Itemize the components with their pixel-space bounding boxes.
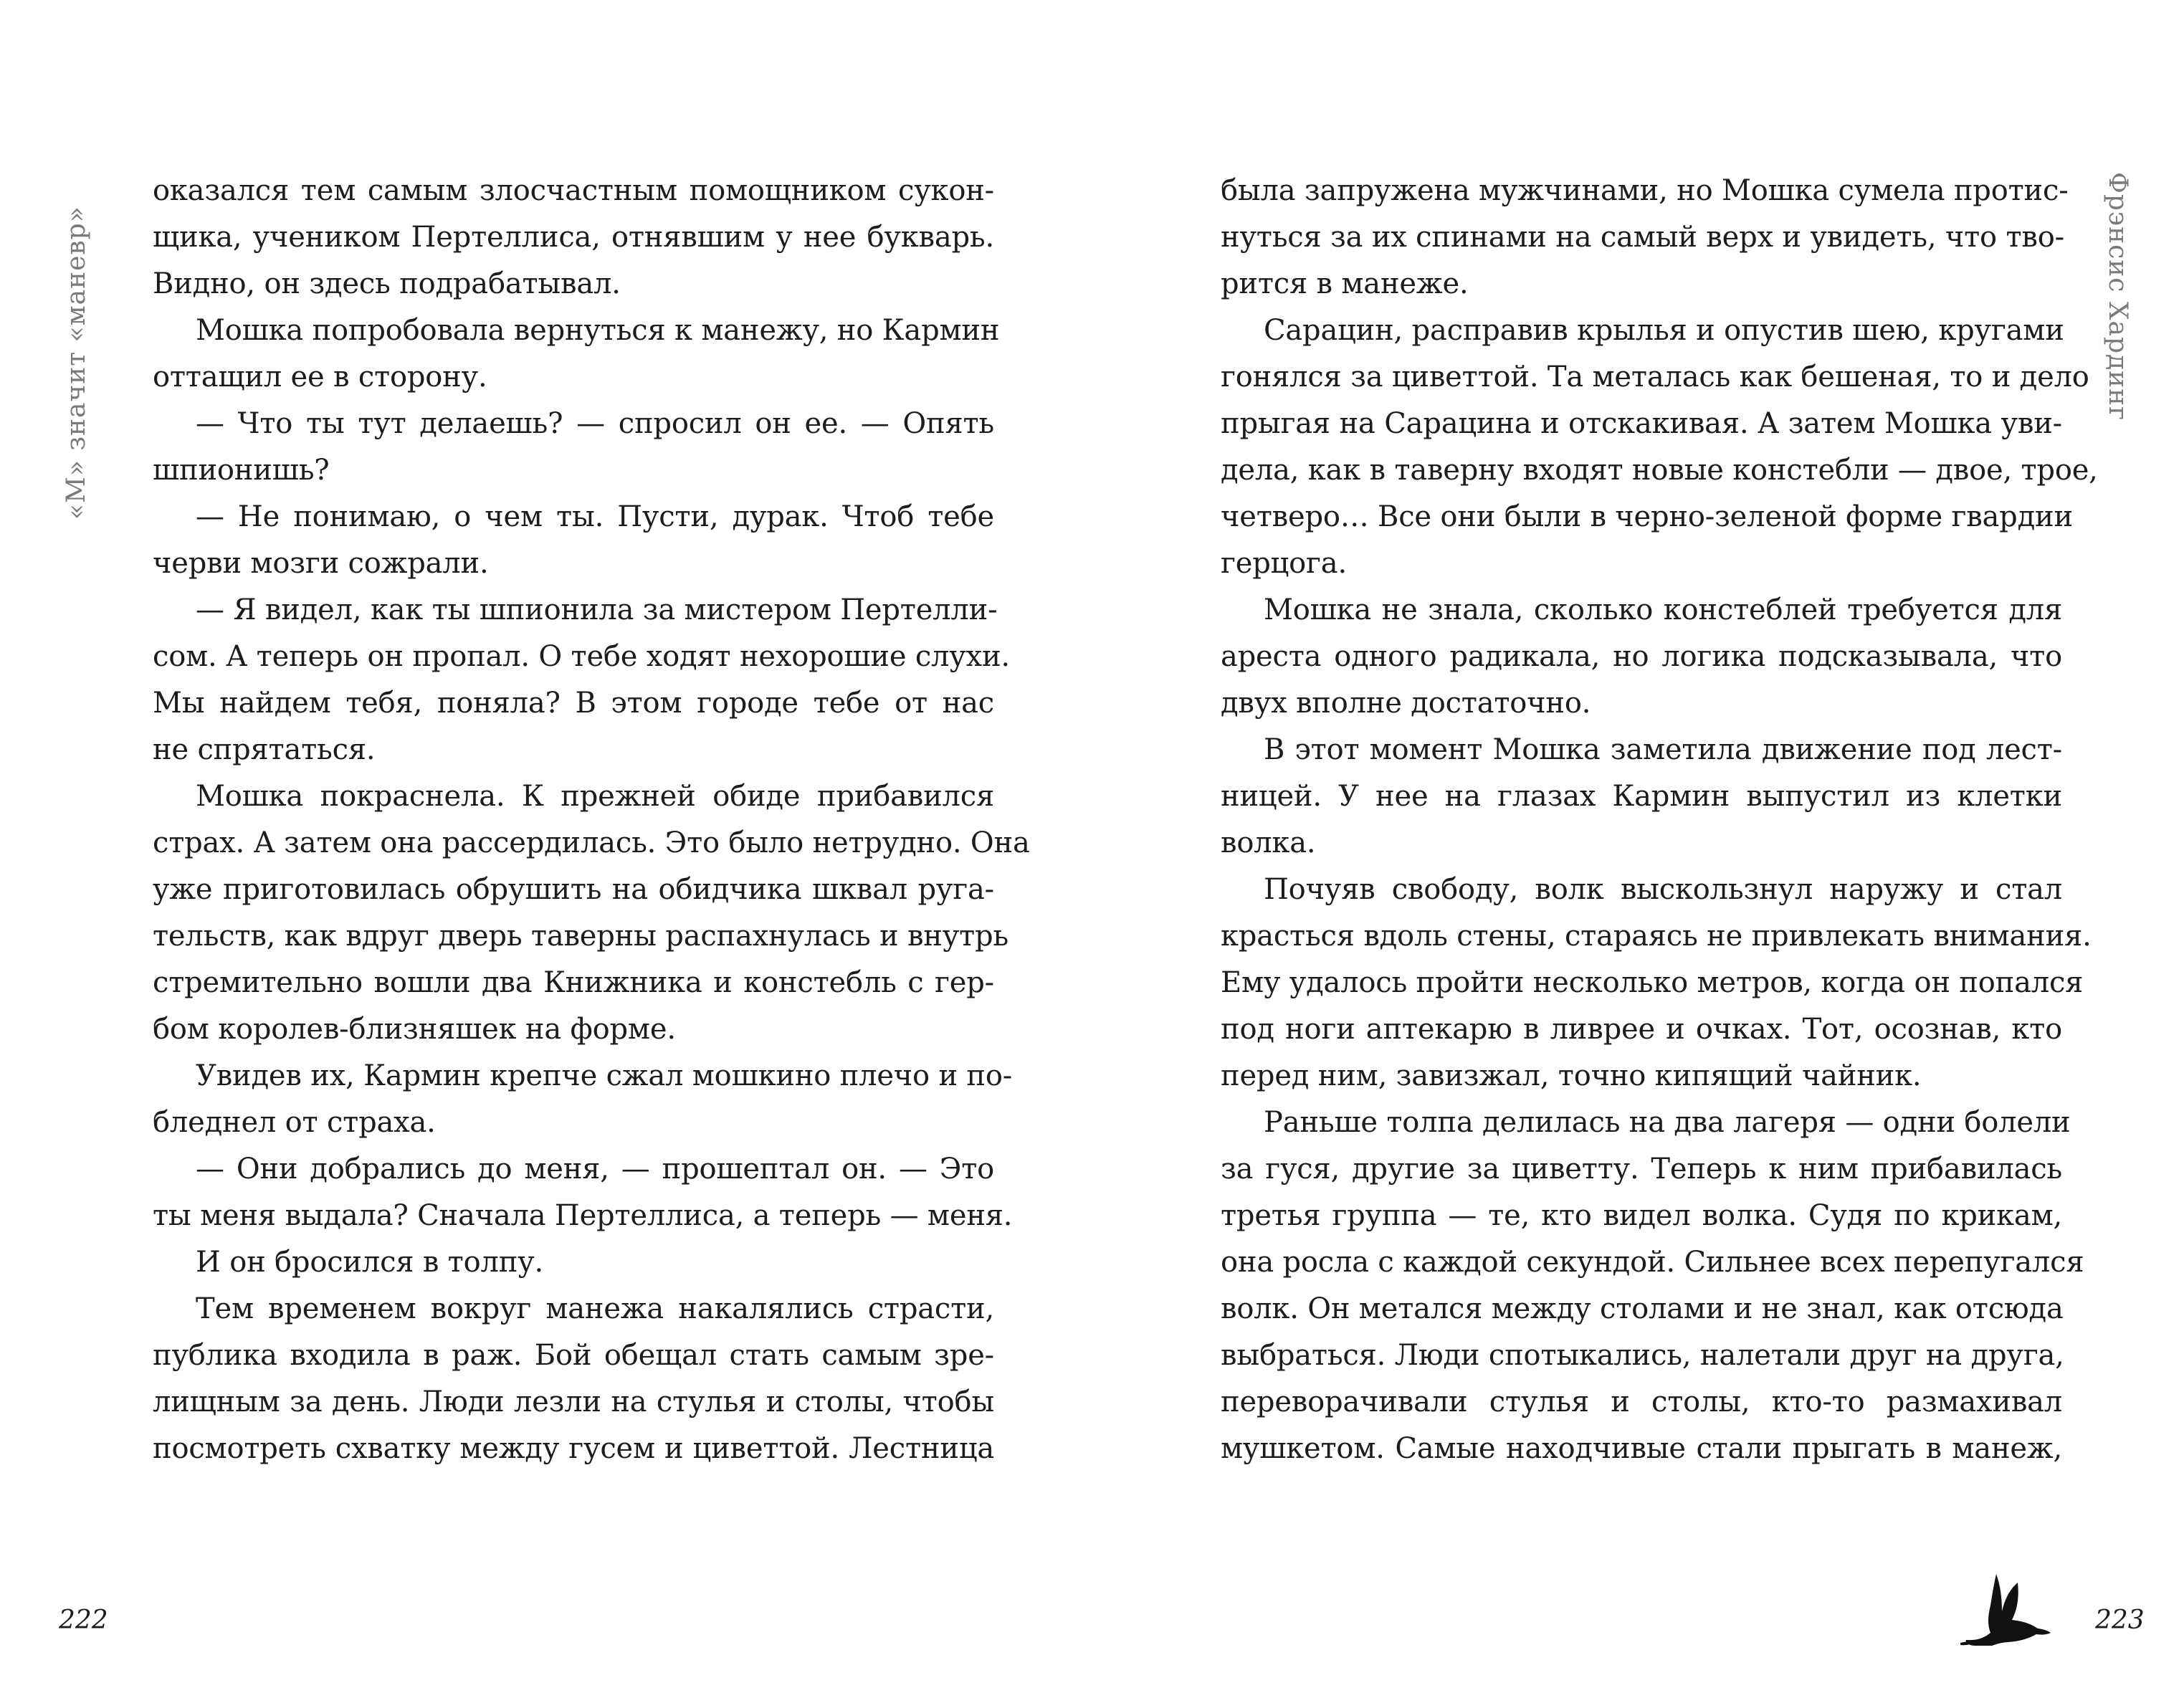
text-line: стремительно вошли два Книжника и констебль с гер- xyxy=(153,966,994,999)
text-line: оказался тем самым злосчастным помощником сукон- xyxy=(153,174,994,207)
text-line: лищным за день. Люди лезли на стулья и столы, чтобы xyxy=(153,1386,994,1418)
text-line: двух вполне достаточно. xyxy=(1221,687,1591,720)
text-line: шпионишь? xyxy=(153,454,330,487)
text-line: перед ним, завизжал, точно кипящий чайник. xyxy=(1221,1059,1922,1092)
text-line: нуться за их спинами на самый верх и увидеть, что тво- xyxy=(1221,221,2064,254)
text-line: третья группа — те, кто видел волка. Судя по крикам, xyxy=(1221,1199,2062,1232)
text-line: Сарацин, расправив крылья и опустив шею, кругами xyxy=(1264,314,2064,347)
left-page-text xyxy=(153,168,1030,1472)
text-line: уже приготовилась обрушить на обидчика шквал руга- xyxy=(153,873,994,906)
running-head-book-title: «М» значит «маневр» xyxy=(62,206,91,520)
text-line: бом королев-близняшек на форме. xyxy=(153,1013,676,1046)
text-line: волк. Он метался между столами и не знал, как отсюда xyxy=(1221,1292,2064,1325)
text-line: В этот момент Мошка заметила движение под лест- xyxy=(1264,733,2062,766)
text-line: выбраться. Люди спотыкались, налетали друг на друга, xyxy=(1221,1339,2064,1372)
text-line: четверо… Все они были в черно-зеленой форме гвардии xyxy=(1221,500,2073,533)
text-line: ты меня выдала? Сначала Пертеллиса, а теперь — меня. xyxy=(153,1199,1013,1232)
text-line: щика, учеником Пертеллиса, отнявшим у нее букварь. xyxy=(153,221,994,254)
text-line: Мошка попробовала вернуться к манежу, но Кармин xyxy=(196,314,1000,347)
text-line: — Что ты тут делаешь? — спросил он ее. — Опять xyxy=(196,407,994,440)
text-line: за гуся, другие за циветту. Теперь к ним прибавилась xyxy=(1221,1153,2062,1186)
text-line: И он бросился в толпу. xyxy=(196,1246,544,1279)
text-line: сом. А теперь он пропал. О тебе ходят нехорошие слухи. xyxy=(153,640,1010,673)
text-line: черви мозги сожрали. xyxy=(153,547,489,580)
text-line: Видно, он здесь подрабатывал. xyxy=(153,267,621,300)
text-line: была запружена мужчинами, но Мошка сумела протис- xyxy=(1221,174,2069,207)
text-line: — Они добрались до меня, — прошептал он. — Это xyxy=(196,1153,994,1186)
text-line: Тем временем вокруг манежа накалялись страсти, xyxy=(196,1292,994,1325)
right-page xyxy=(1092,0,2184,1693)
goose-silhouette-icon xyxy=(1959,1561,2052,1647)
text-line: Мы найдем тебя, поняла? В этом городе тебе от нас xyxy=(153,687,994,720)
text-line: Раньше толпа делилась на два лагеря — одни болели xyxy=(1264,1106,2071,1139)
text-line: Увидев их, Кармин крепче сжал мошкино плечо и по- xyxy=(196,1059,1013,1092)
text-line: страх. А затем она рассердилась. Это было нетрудно. Она xyxy=(153,826,1030,859)
text-line: волка. xyxy=(1221,826,1316,859)
text-line: прыгая на Сарацина и отскакивая. А затем Мошка уви- xyxy=(1221,407,2062,440)
text-line: ницей. У нее на глазах Кармин выпустил из клетки xyxy=(1221,780,2062,813)
text-line: гонялся за циветтой. Та металась как бешеная, то и дело xyxy=(1221,361,2089,394)
text-line: переворачивали стулья и столы, кто-то размахивал xyxy=(1221,1386,2062,1418)
text-line: оттащил ее в сторону. xyxy=(153,361,487,394)
text-line: публика входила в раж. Бой обещал стать самым зре- xyxy=(153,1339,994,1372)
page-number-left: 222 xyxy=(59,1606,108,1635)
text-line: рится в манеже. xyxy=(1221,267,1469,300)
text-line: бледнел от страха. xyxy=(153,1106,436,1139)
text-line: она росла с каждой секундой. Сильнее всех перепугался xyxy=(1221,1246,2084,1279)
text-line: ареста одного радикала, но логика подсказывала, что xyxy=(1221,640,2062,673)
text-line: герцога. xyxy=(1221,547,1347,580)
running-head-author: Фрэнсис Хардинг xyxy=(2103,172,2132,421)
text-line: Ему удалось пройти несколько метров, когда он попался xyxy=(1221,966,2084,999)
text-line: Почуяв свободу, волк выскользнул наружу и стал xyxy=(1264,873,2062,906)
text-line: Мошка не знала, сколько констеблей требуется для xyxy=(1264,593,2062,626)
page-number-right: 223 xyxy=(2095,1606,2145,1635)
text-line: посмотреть схватку между гусем и циветтой. Лестница xyxy=(153,1432,994,1465)
text-line: — Не понимаю, о чем ты. Пусти, дурак. Чтоб тебе xyxy=(196,500,994,533)
text-line: под ноги аптекарю в ливрее и очках. Тот, осознав, кто xyxy=(1221,1013,2062,1046)
right-page-text xyxy=(1221,168,2098,1472)
text-line: дела, как в таверну входят новые констебли — двое, трое, xyxy=(1221,454,2098,487)
text-line: тельств, как вдруг дверь таверны распахнулась и внутрь xyxy=(153,920,1008,953)
text-line: мушкетом. Самые находчивые стали прыгать в манеж, xyxy=(1221,1432,2062,1465)
text-line: Мошка покраснела. К прежней обиде прибавился xyxy=(196,780,994,813)
text-line: — Я видел, как ты шпионила за мистером Пертелли- xyxy=(196,593,998,626)
text-line: красться вдоль стены, стараясь не привлекать внимания. xyxy=(1221,920,2092,953)
text-line: не спрятаться. xyxy=(153,733,376,766)
